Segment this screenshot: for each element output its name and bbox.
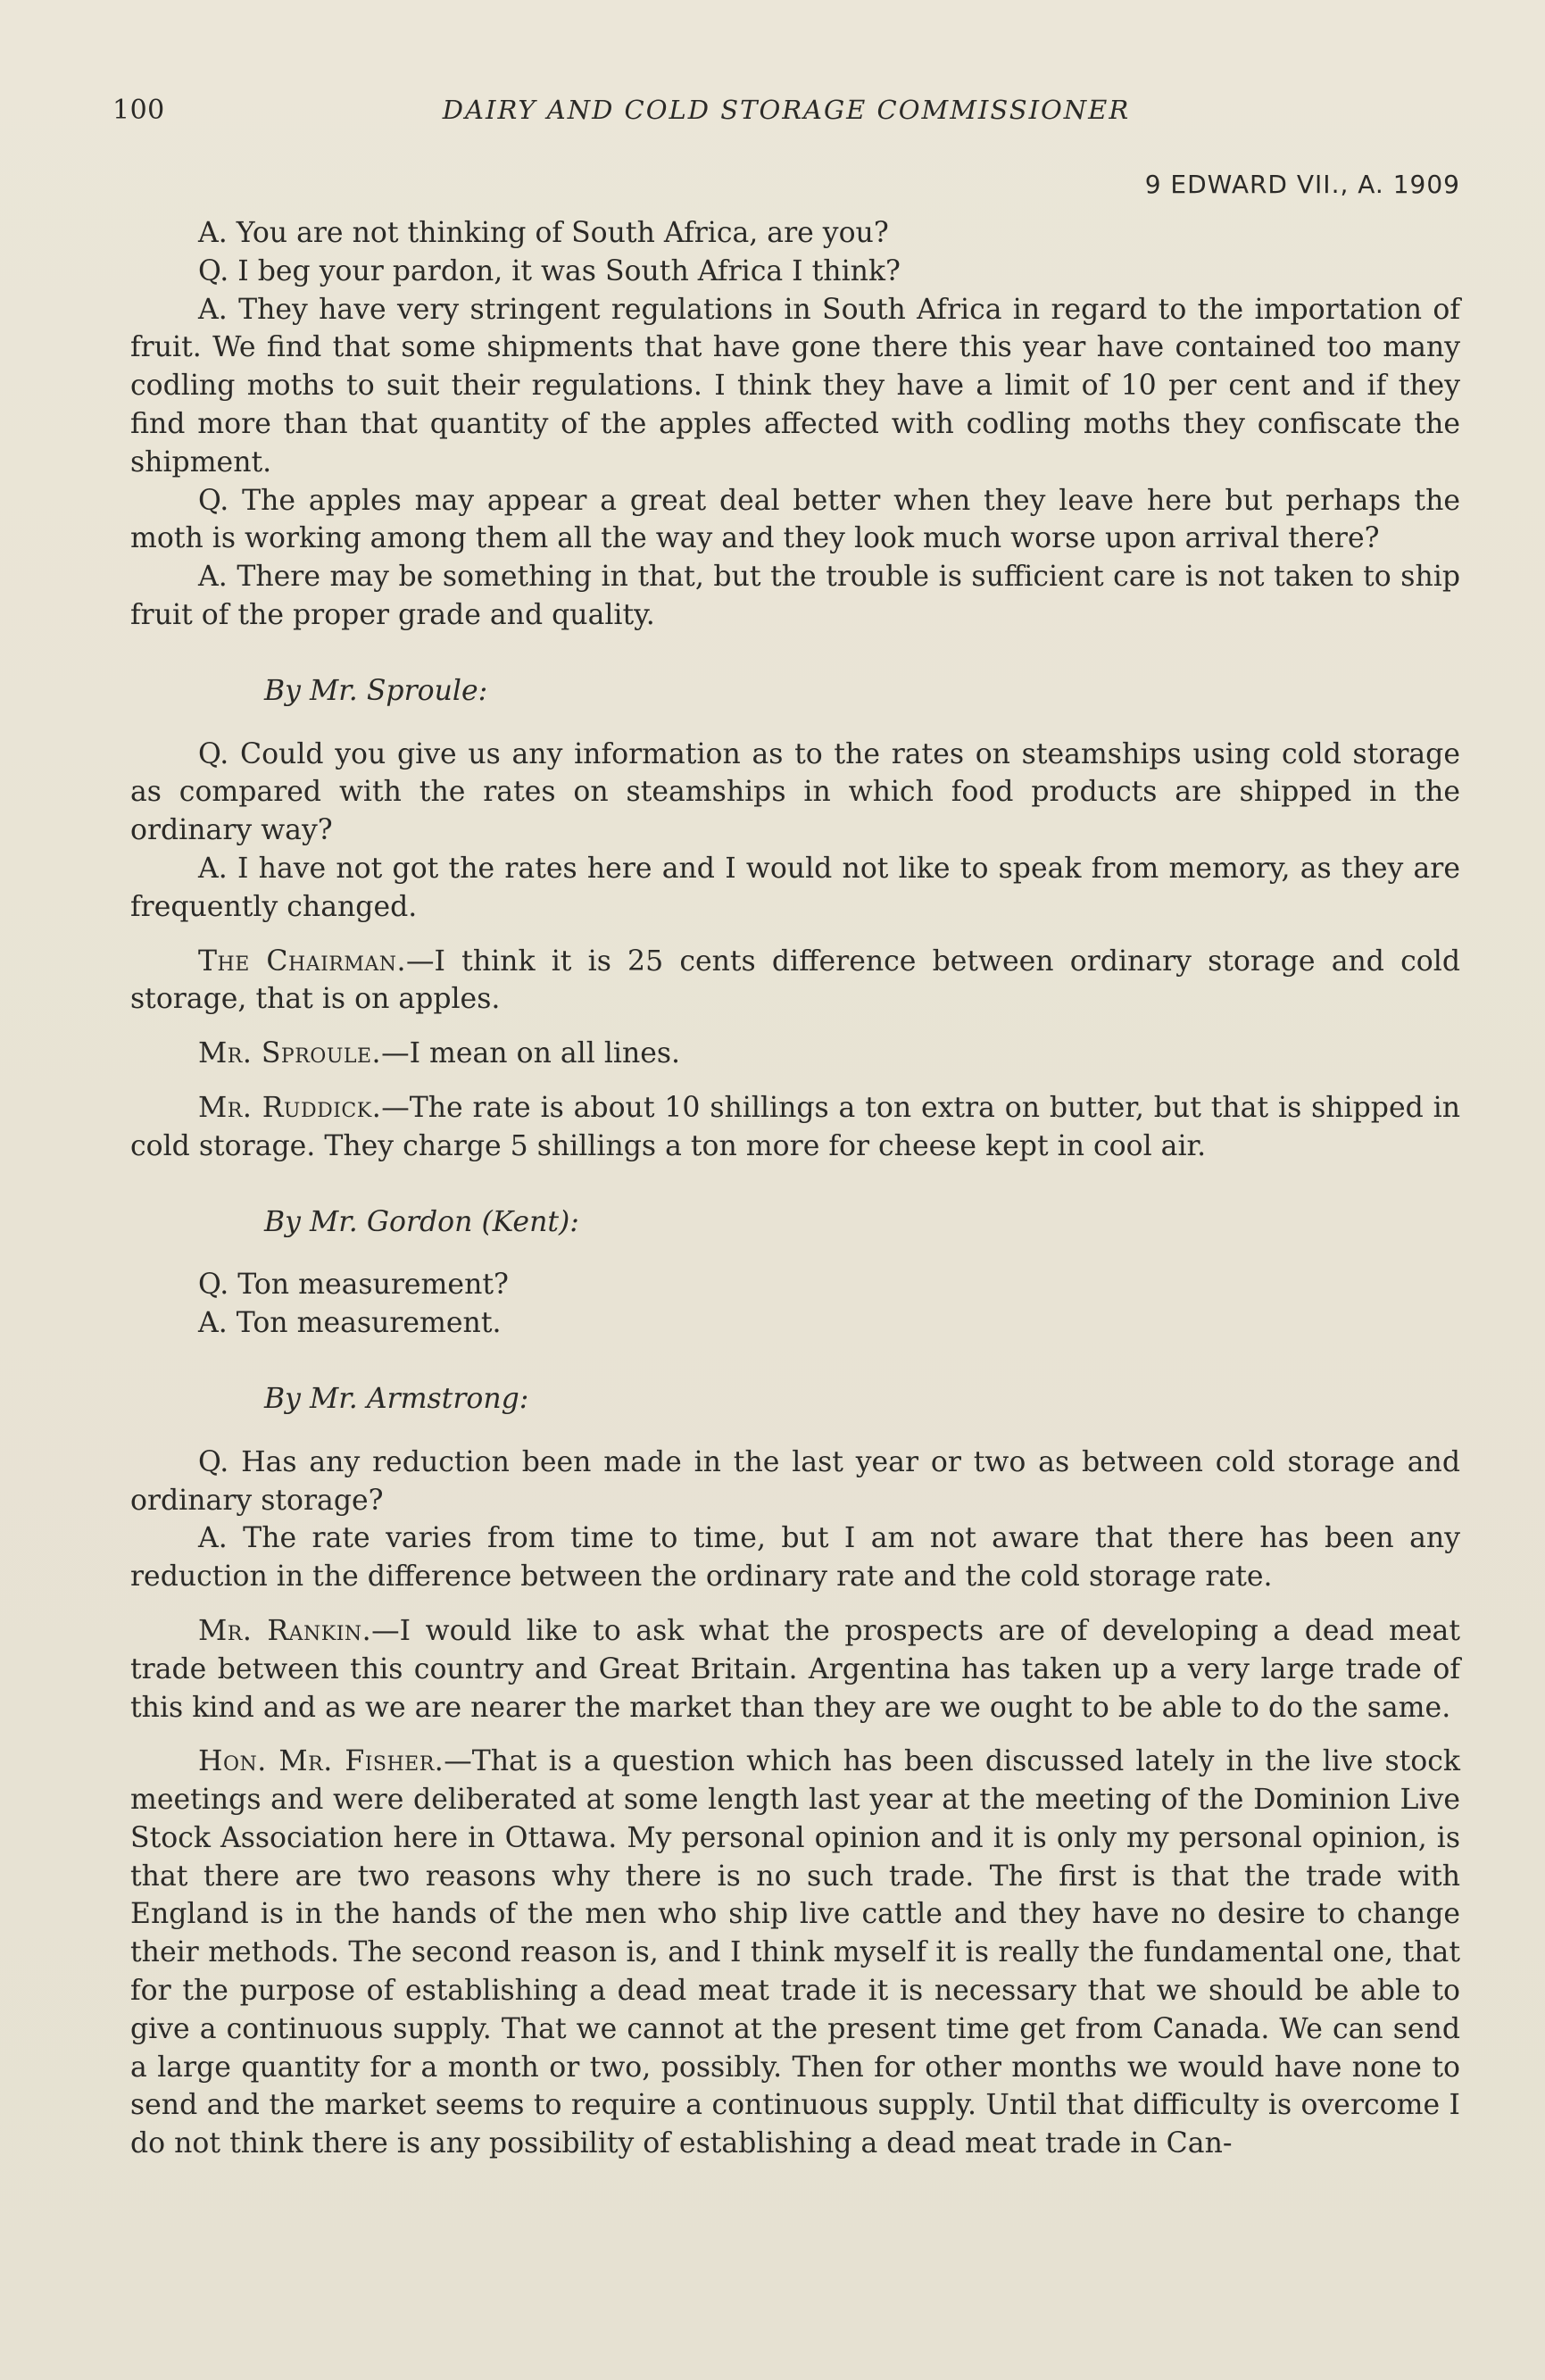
paragraph: Q. Has any reduction been made in the last year or two as between cold storage and ordinary storage? bbox=[130, 1445, 1460, 1517]
speaker-text: —The rate is about 10 shillings a ton extra on butter, but that is shipped in cold storage. They charge 5 shillings a ton more for cheese kept in cool air. bbox=[130, 1091, 1460, 1162]
page-number: 100 bbox=[112, 95, 165, 126]
examiner-heading: By Mr. Sproule: bbox=[264, 674, 488, 707]
speaker-paragraph bbox=[130, 943, 1460, 1019]
paragraph: Q. The apples may appear a great deal better when they leave here but perhaps the moth is working among them all the way and they look much worse upon arrival there? bbox=[130, 484, 1460, 555]
speaker-name: Mr. Rankin. bbox=[198, 1614, 372, 1647]
paragraph: Q. Could you give us any information as to the rates on steamships using cold storage as compared with the rates on steamships in which food products are shipped in the ordinary way? bbox=[130, 737, 1460, 847]
paragraph: A. You are not thinking of South Africa, are you? bbox=[198, 217, 889, 249]
paragraph: A. There may be something in that, but the trouble is sufficient care is not taken to ship fruit of the proper grade and quality. bbox=[130, 561, 1460, 631]
speaker-text: —I think it is 25 cents difference between ordinary storage and cold storage, that is on apples. bbox=[130, 945, 1460, 1016]
speaker-text: —That is a question which has been discussed lately in the live stock meetings and were deliberated at some length last year at the meeting of the Dominion Live Stock Association here in Ottawa. My personal opinion and it is only my personal opinion, is that there are two reasons why there is no such trade. The first is that the trade with England is in the hands of the men who ship live cattle and they have no desire to change their methods. The second reason is, and I think myself it is really the fundamental one, that for the purpose of establishing a dead meat trade it is necessary that we should be able to give a continuous supply. That we cannot at the present time get from Canada. We can send a large quantity for a month or two, possibly. Then for other months we would have none to send and the market seems to require a continuous supply. Until that difficulty is overcome I do not think there is any possibility of establishing a dead meat trade in Can- bbox=[130, 1745, 1460, 2160]
paragraph: A. They have very stringent regulations in South Africa in regard to the importation of fruit. We find that some shipments that have gone there this year have contained too many codling moths to suit their regulations. I think they have a limit of 10 per cent and if they find more than that quantity of the apples affected with codling moths they confiscate the shipment. bbox=[130, 293, 1460, 478]
speaker-name: Mr. Ruddick. bbox=[198, 1091, 382, 1124]
speaker-text: —I would like to ask what the prospects are of developing a dead meat trade between this country and Great Britain. Argentina has taken up a very large trade of this kind and as we are nearer the market than they are we ought to be able to do the same. bbox=[130, 1614, 1460, 1724]
page-header bbox=[112, 95, 1460, 134]
speaker-text: —I mean on all lines. bbox=[381, 1037, 681, 1070]
speaker-name: Hon. Mr. Fisher. bbox=[198, 1745, 444, 1778]
speaker-name: The Chairman. bbox=[198, 945, 407, 978]
paragraph: Q. Ton measurement? bbox=[198, 1269, 509, 1302]
session-label: 9 EDWARD VII., A. 1909 bbox=[1144, 170, 1460, 199]
paragraph: Q. I beg your pardon, it was South Africa I think? bbox=[198, 254, 901, 287]
document-body bbox=[130, 214, 1460, 2163]
speaker-paragraph bbox=[130, 1743, 1460, 2163]
running-title: DAIRY AND COLD STORAGE COMMISSIONER bbox=[442, 95, 1131, 125]
speaker-paragraph bbox=[130, 1612, 1460, 1727]
paragraph: A. Ton measurement. bbox=[198, 1307, 502, 1340]
examiner-heading: By Mr. Gordon (Kent): bbox=[264, 1205, 579, 1238]
speaker-paragraph bbox=[130, 1035, 1460, 1073]
paragraph: A. I have not got the rates here and I would not like to speak from memory, as they are frequently changed. bbox=[130, 852, 1460, 923]
speaker-name: Mr. Sproule. bbox=[198, 1037, 382, 1070]
speaker-paragraph bbox=[130, 1089, 1460, 1166]
examiner-heading: By Mr. Armstrong: bbox=[264, 1382, 529, 1415]
paragraph: A. The rate varies from time to time, but I am not aware that there has been any reduction in the difference between the ordinary rate and the cold storage rate. bbox=[130, 1522, 1460, 1594]
